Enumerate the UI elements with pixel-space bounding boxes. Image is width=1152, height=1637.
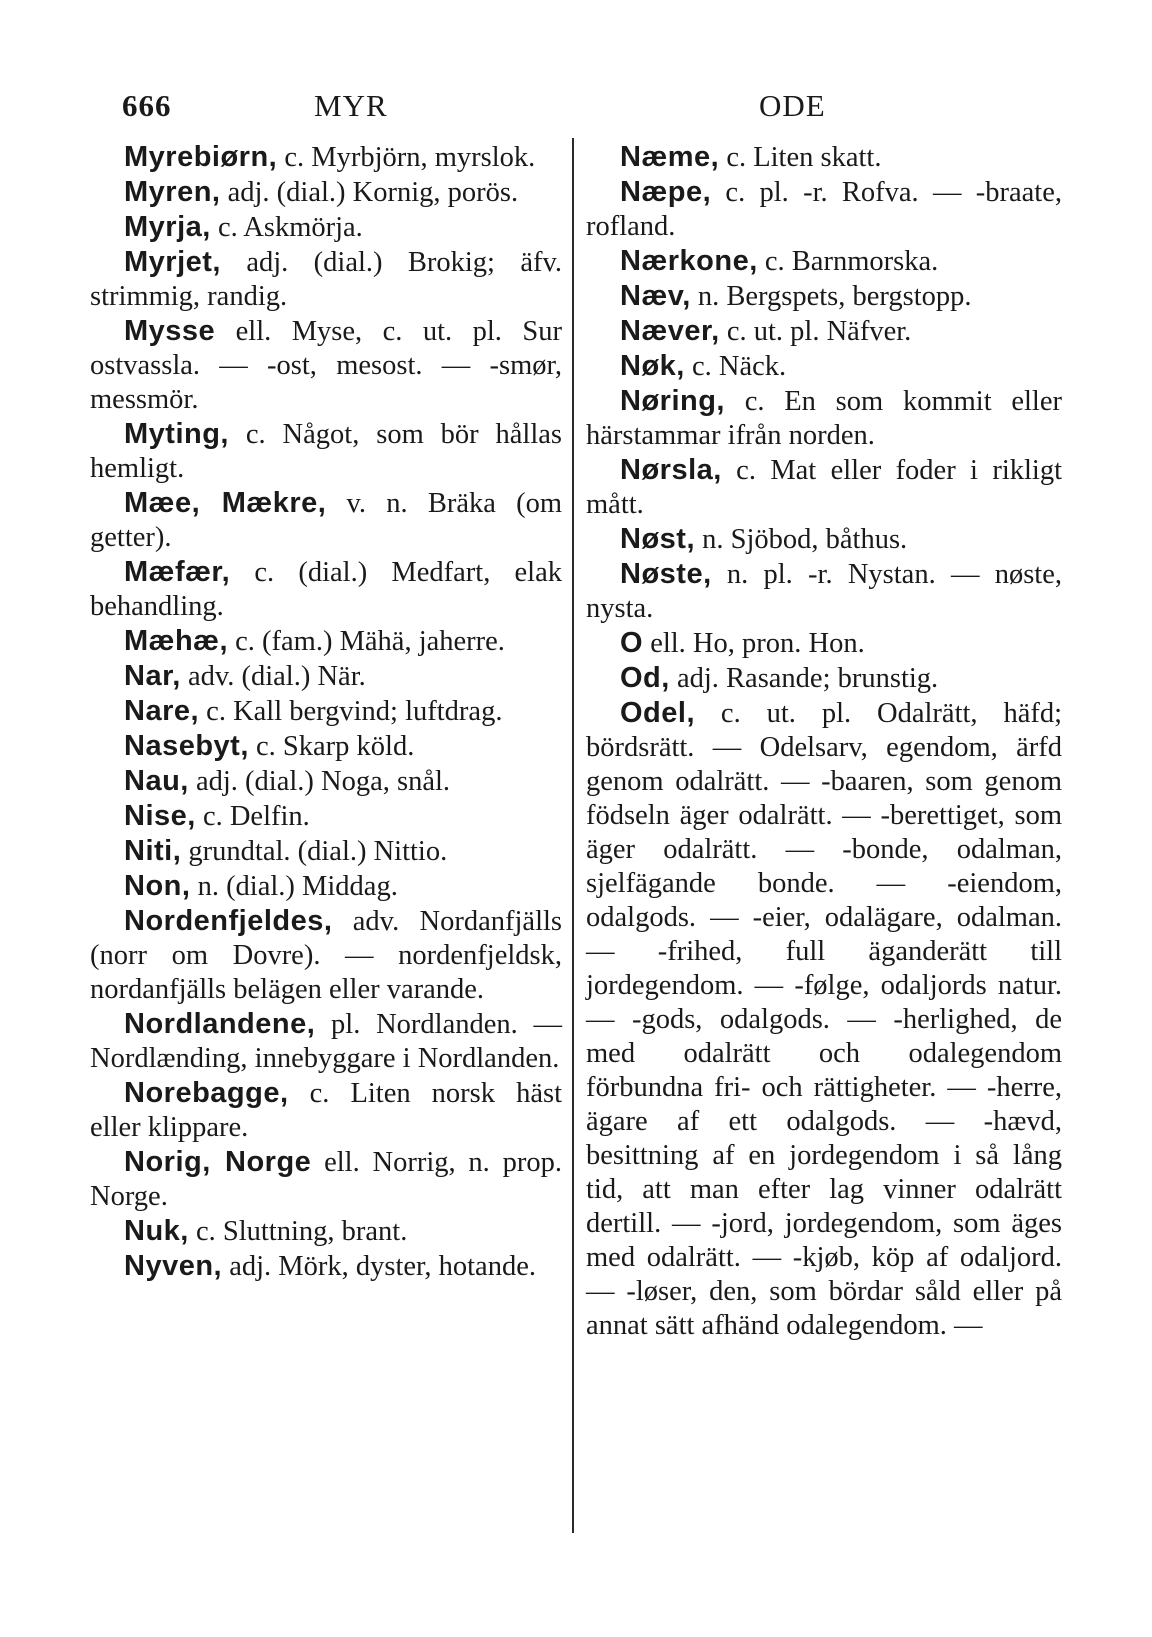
entry-definition: ell. Myse, c. ut. pl. Sur ostvassla. — -ost, mesost. — -smør, messmör. [90,316,562,415]
entry-headword: Myren, [124,176,221,208]
dictionary-entry [586,661,1062,696]
entry-headword: Nøst, [620,523,695,555]
dictionary-entry [586,522,1062,557]
entry-definition: ell. Ho, pron. Hon. [643,628,865,659]
dictionary-entry [90,624,562,659]
column-divider [572,138,574,1533]
left-column [90,140,562,1284]
entry-headword: Mæhæ, [124,625,228,657]
entry-definition: c. Myrbjörn, myrslok. [277,142,536,173]
entry-definition: adv. (dial.) När. [180,661,366,692]
entry-definition: c. Barnmorska. [757,246,939,277]
entry-definition: c. Liten skatt. [719,142,882,173]
entry-definition: c. Mat eller foder i rikligt mått. [586,455,1062,520]
entry-definition: n. (dial.) Middag. [190,871,398,902]
entry-headword: Myrjet, [124,246,221,278]
dictionary-entry [586,384,1062,453]
entry-headword: Non, [124,870,191,902]
entry-headword: Nise, [124,800,196,832]
dictionary-entry [90,245,562,314]
entry-definition: adj. (dial.) Kornig, porös. [220,177,519,208]
entry-headword: Norig, Norge [124,1146,312,1178]
dictionary-entry [90,140,562,175]
entry-definition: pl. Nordlanden. — Nordlænding, innebyggare i Nordlanden. [90,1009,562,1074]
dictionary-entry [90,659,562,694]
entry-headword: Nare, [124,695,200,727]
entry-headword: Mæfær, [124,556,231,588]
entry-definition: c. ut. pl. Odalrätt, häfd; bördsrätt. — Odelsarv, egendom, ärfd genom odalrätt. — -baaren, som genom födseln äger odalrätt. — -berettiget, som äger odalrätt. — -bonde, odalman, sjelfägande bonde. — -eiendom, odalgods. — -eier, odalägare, odalman. — -frihed, full äganderätt till jordegendom. — -følge, odaljords natur. — -gods, odalgods. — -herlighed, de med odalrätt och odalegendom förbundna fri- och rättigheter. — -herre, ägare af ett odalgods. — -hævd, besittning af en jordegendom i så lång tid, att man efter lag vinner odalrätt dertill. — -jord, jordegendom, som äges med odalrätt. — -kjøb, köp af odaljord. — -løser, den, som bördar såld eller på annat sätt afhänd odalegendom. — [586,698,1062,1341]
dictionary-entry [90,799,562,834]
dictionary-entry [586,349,1062,384]
dictionary-entry [586,279,1062,314]
dictionary-entry [90,1249,562,1284]
dictionary-entry [90,869,562,904]
entry-headword: Nau, [124,765,189,797]
entry-definition: c. Liten norsk häst eller klippare. [90,1078,562,1143]
entry-definition: adj. (dial.) Noga, snål. [188,766,451,797]
entry-headword: Nøring, [620,385,725,417]
entry-headword: Nordenfjeldes, [124,905,333,937]
dictionary-entry [586,453,1062,522]
entry-headword: Næme, [620,141,720,173]
entry-headword: Myrja, [124,211,211,243]
entry-headword: Nærkone, [620,245,758,277]
dictionary-entry [586,626,1062,661]
entry-definition: c. (dial.) Medfart, elak behandling. [90,557,562,622]
dictionary-entry [90,555,562,624]
entry-headword: Nuk, [124,1215,189,1247]
dictionary-entry [90,1214,562,1249]
entry-headword: Nyven, [124,1250,223,1282]
entry-headword: Næv, [620,280,691,312]
entry-definition: c. Sluttning, brant. [188,1216,408,1247]
entry-definition: c. (fam.) Mähä, jaherre. [228,626,505,657]
entry-definition: c. Något, som bör hållas hemligt. [90,419,562,484]
entry-definition: adj. Rasande; brunstig. [669,663,939,694]
dictionary-entry [90,175,562,210]
dictionary-entry [586,140,1062,175]
entry-headword: Myting, [124,418,229,450]
dictionary-entry [586,244,1062,279]
dictionary-entry [586,696,1062,1343]
entry-headword: Myrebiørn, [124,141,278,173]
dictionary-entry [90,314,562,417]
dictionary-entry [90,904,562,1007]
entry-definition: c. Skarp köld. [248,731,415,762]
entry-headword: O [620,627,644,659]
dictionary-entry [90,1076,562,1145]
dictionary-entry [90,210,562,245]
dictionary-entry [90,486,562,555]
entry-headword: Niti, [124,835,182,867]
entry-headword: Odel, [620,697,696,729]
entry-definition: adv. Nordanfjälls (norr om Dovre). — nordenfjeldsk, nordanfjälls belägen eller varande. [90,906,562,1005]
entry-headword: Næpe, [620,176,712,208]
entry-headword: Nørsla, [620,454,722,486]
entry-definition: n. pl. -r. Nystan. — nøste, nysta. [586,559,1062,624]
dictionary-entry [90,417,562,486]
dictionary-entry [586,175,1062,244]
entry-definition: adj. (dial.) Brokig; äfv. strimmig, randig. [90,247,562,312]
entry-definition: c. Näck. [684,351,787,382]
entry-headword: Næver, [620,315,720,347]
entry-definition: c. ut. pl. Näfver. [719,316,912,347]
entry-headword: Od, [620,662,670,694]
right-column [586,140,1062,1343]
entry-headword: Nøste, [620,558,712,590]
dictionary-entry [90,1007,562,1076]
dictionary-entry [586,557,1062,626]
dictionary-entry [90,764,562,799]
entry-definition: v. n. Bräka (om getter). [90,488,562,553]
dictionary-entry [90,729,562,764]
entry-headword: Norebagge, [124,1077,289,1109]
entry-headword: Mæe, Mækre, [124,487,327,519]
entry-definition: adj. Mörk, dyster, hotande. [222,1251,536,1282]
entry-headword: Nasebyt, [124,730,249,762]
entry-headword: Nordlandene, [124,1008,316,1040]
entry-definition: c. En som kommit eller härstammar ifrån norden. [586,386,1062,451]
entry-definition: c. Kall bergvind; luftdrag. [199,696,503,727]
dictionary-entry [586,314,1062,349]
entry-headword: Nar, [124,660,181,692]
entry-definition: c. pl. -r. Rofva. — -braate, rofland. [586,177,1062,242]
entry-definition: grundtal. (dial.) Nittio. [181,836,448,867]
dictionary-entry [90,834,562,869]
left-guide-word: MYR [314,88,388,123]
page-number: 666 [122,88,172,123]
entry-definition: n. Sjöbod, båthus. [695,524,908,555]
entry-definition: c. Delfin. [195,801,310,832]
entry-headword: Nøk, [620,350,685,382]
entry-definition: n. Bergspets, bergstopp. [690,281,972,312]
entry-definition: ell. Norrig, n. prop. Norge. [90,1147,562,1212]
entry-definition: c. Askmörja. [210,212,363,243]
entry-headword: Mysse [124,315,216,347]
dictionary-entry [90,694,562,729]
dictionary-entry [90,1145,562,1214]
right-guide-word: ODE [759,88,826,123]
